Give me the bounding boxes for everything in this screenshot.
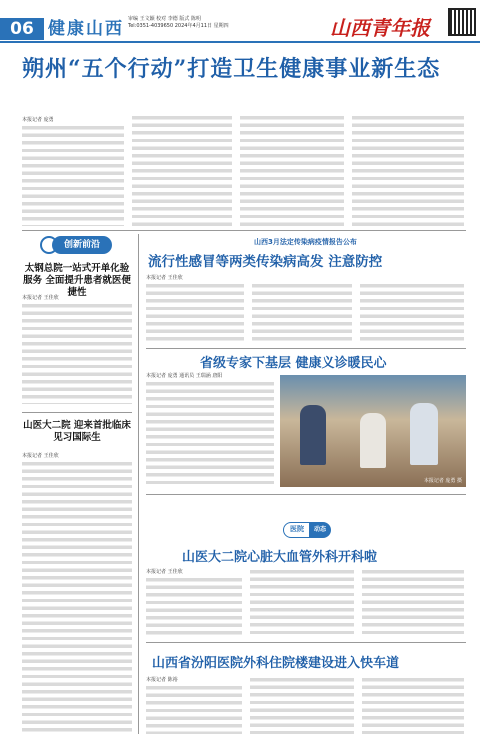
shanxi-univ-byline: 本报记者 王佳欣: [22, 453, 59, 459]
lead-headline: 朔州“五个行动”打造卫生健康事业新生态: [22, 56, 441, 82]
shanxi-univ-title: 山医大二院 迎来首批临床见习国际生: [23, 420, 131, 443]
editor-line: 审编 王文颖 校对 李德 版式 陈明: [128, 16, 201, 22]
masthead: [0, 0, 480, 40]
person-figure: [360, 413, 386, 468]
fenyang-body-col-2: [250, 678, 354, 734]
flu-kicker: 山西3月法定传染病疫情报告公布: [254, 238, 357, 246]
flu-body-col-1: [146, 284, 244, 342]
section-title: 健康山西: [48, 19, 124, 39]
fenyang-body-col-1: [146, 686, 242, 734]
tag-left: 医院: [283, 522, 311, 538]
photo-caption: 本报记者 庞勇 摄: [423, 478, 462, 484]
tag-right: 动态: [309, 522, 331, 538]
flu-byline: 本报记者 王佳欣: [146, 275, 183, 281]
expert-headline: 省级专家下基层 健康义诊暖民心: [200, 356, 387, 371]
contact-line: Tel:0351-4039650 2024年4月11日 星期四: [128, 23, 229, 29]
column-rule: [138, 234, 139, 734]
taiyuan-byline: 本报记者 王佳欣: [22, 295, 59, 301]
expert-body: [146, 382, 274, 488]
hospital-news-tag: [283, 522, 329, 538]
person-figure: [300, 405, 326, 465]
expert-byline: 本报记者 庞勇 通讯员 王瑞涵 唐阳: [146, 373, 223, 379]
fenyang-headline: 山西省汾阳医院外科住院楼建设进入快车道: [152, 656, 400, 671]
clinic-photo: [280, 375, 466, 487]
divider: [146, 642, 466, 643]
editor-info: [128, 16, 229, 30]
flu-body-col-3: [360, 284, 464, 342]
person-figure: [410, 403, 438, 465]
taiyuan-body: [22, 304, 132, 404]
taiyuan-title: 太钢总院一站式开单化验服务 全面提升患者就医便捷性: [23, 263, 131, 298]
lead-body-col-2: [132, 116, 232, 226]
flu-body-col-2: [252, 284, 352, 342]
header-rule: [0, 41, 480, 43]
page-number: 06: [0, 18, 44, 40]
lead-body-col-1: [22, 126, 124, 226]
innovation-badge: 创新前沿: [52, 236, 112, 254]
heart-byline: 本报记者 王佳欣: [146, 569, 183, 575]
heart-headline: 山医大二院心脏大血管外科开科啦: [182, 550, 378, 565]
heart-body-col-3: [362, 570, 464, 638]
fenyang-byline: 本报记者 陈裕: [146, 677, 178, 683]
brand-logo: 山西青年报: [330, 16, 430, 40]
heart-body-col-1: [146, 578, 242, 638]
fenyang-body-col-3: [362, 678, 464, 734]
shanxi-univ-body: [22, 462, 132, 734]
divider: [22, 412, 132, 413]
qr-code-icon: [448, 8, 476, 36]
lead-body-col-3: [240, 116, 344, 226]
divider: [146, 494, 466, 495]
divider: [146, 348, 466, 349]
lead-byline: 本报记者 庞勇: [22, 117, 54, 123]
flu-headline: 流行性感冒等两类传染病高发 注意防控: [148, 254, 383, 270]
divider: [22, 230, 466, 231]
lead-body-col-4: [352, 116, 464, 226]
heart-body-col-2: [250, 570, 354, 638]
